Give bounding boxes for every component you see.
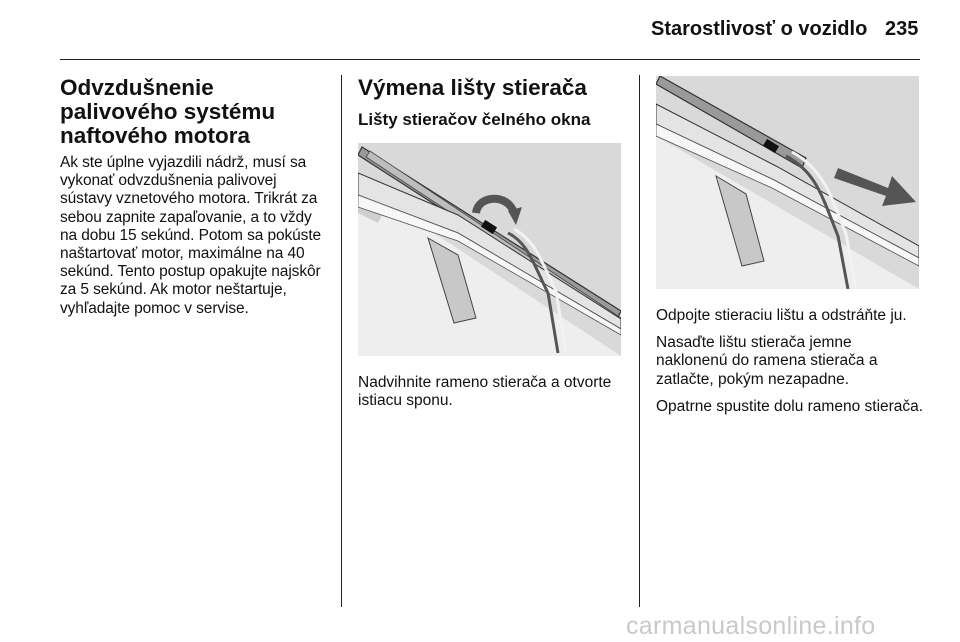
header-rule [60,59,920,60]
caption-lift-arm-open-clip: Nadvihnite rameno stierača a otvorte istiacu sponu. [358,374,612,410]
column-divider [341,75,342,607]
subheading-windscreen-wipers: Lišty stieračov čelného okna [358,110,591,129]
watermark-url: carmanualsonline.info [626,612,876,640]
wiper-blade-remove-drawing [656,76,919,289]
column-divider [639,75,640,607]
section-heading-wiper-replacement: Výmena lišty stierača [358,75,587,100]
step-insert-blade: Nasaďte lištu stierača jemne naklonenú do ramena stierača a zatlačte, pokým nezapadne. [656,334,878,388]
step-detach-blade: Odpojte stieraciu lištu a odstráňte ju. [656,307,907,324]
step-lower-arm: Opatrne spustite dolu rameno stierača. [656,397,924,415]
wiper-blade-remove-illustration [656,76,919,289]
column-wiper-steps [656,307,926,425]
column-wiper-replacement [358,76,626,130]
diesel-bleeding-paragraph: Ak ste úplne vyjazdili nádrž, musí sa vykonať odvzdušnenia palivovej sústavy vznetového motora. Trikrát za sebou zapnite zapaľovanie, a to vždy na dobu 15 sekúnd. Potom sa pokúste naštartovať motor, maximálne na 40 sekúnd. Tento postup opakujte najskôr za 5 sekúnd. Ak motor neštartuje, vyhľadajte pomoc v servise. [60,154,322,317]
wiper-clip-open-drawing [358,143,621,356]
column-diesel-bleeding [60,76,330,318]
page-number: 235 [885,18,919,40]
running-header-title: Starostlivosť o vozidlo [651,18,868,40]
section-heading-diesel-bleeding: Odvzdušnenie palivového systému naftového motora [60,75,276,148]
wiper-clip-open-illustration [358,143,621,356]
figure-1-caption [358,374,630,410]
